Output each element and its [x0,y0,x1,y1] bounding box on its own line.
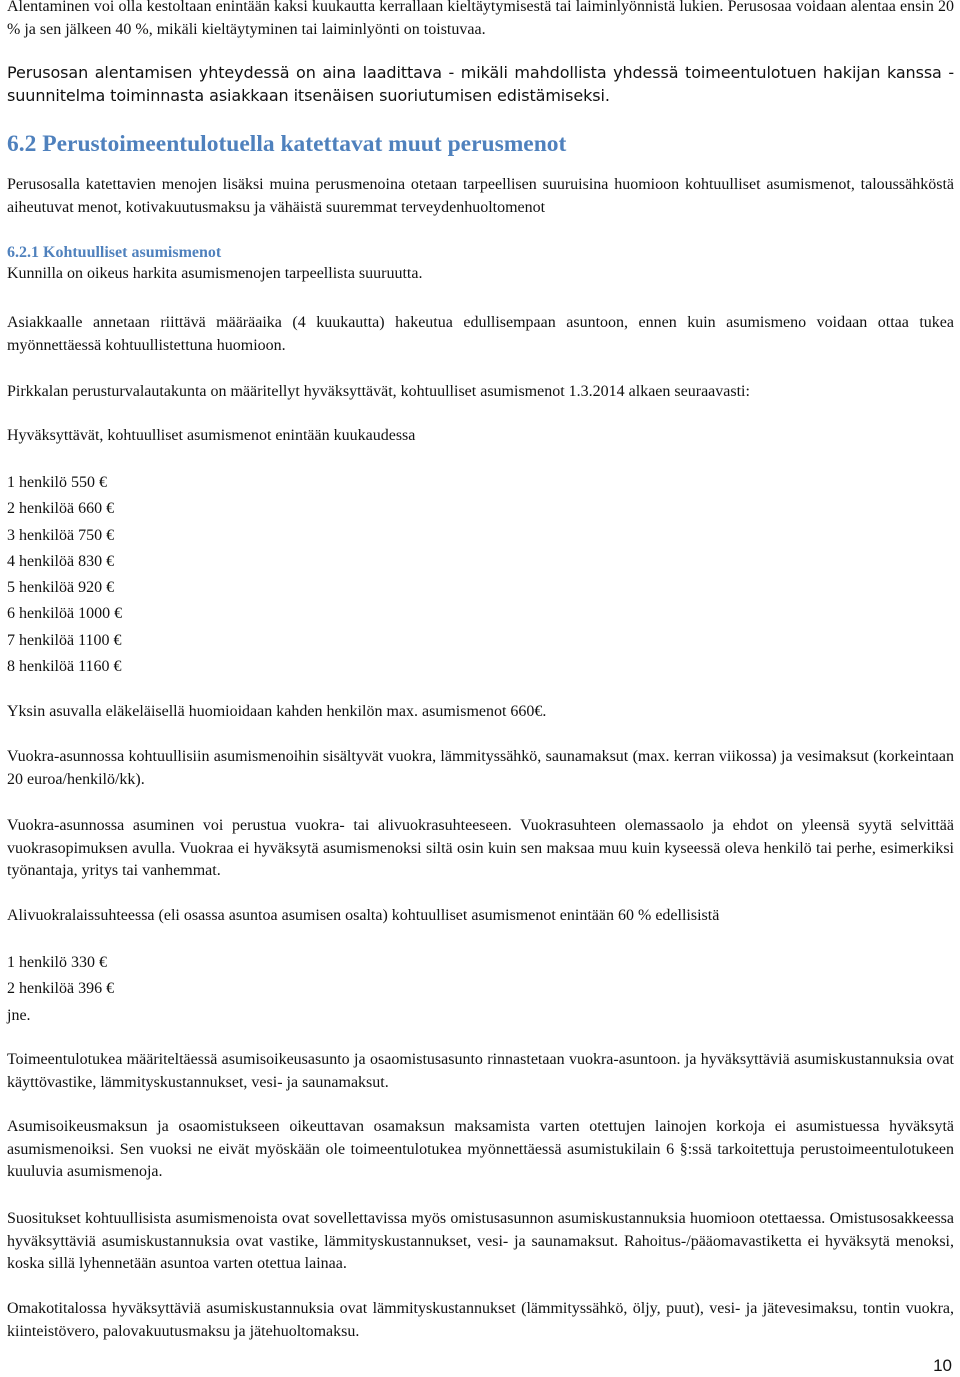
paragraph-reduction-duration: Alentaminen voi olla kestoltaan enintään kaksi kuukautta kerrallaan kieltäytymisestä tai laiminlyönnistä lukien. Perusosaa voidaan alentaa ensin 20 % ja sen jälkeen 40 %, mikäli kieltäytyminen tai laiminlyönti on toistuvaa. [7,0,954,38]
list-item: 5 henkilöä 920 € [7,579,115,597]
paragraph-detached-house: Omakotitalossa hyväksyttäviä asumiskustannuksia ovat lämmityskustannukset (lämmityssähkö, öljy, puut), vesi- ja jätevesimaksu, tontin vuokra, kiinteistövero, palovakuutusmaksu ja jätehuoltomaksu. [7,1300,954,1340]
paragraph-municipal-discretion: Kunnilla on oikeus harkita asumismenojen tarpeellista suuruutta. [7,265,423,282]
list-item: 2 henkilöä 396 € [7,980,115,998]
list-item: 3 henkilöä 750 € [7,526,115,544]
housing-cost-limit-list [7,470,122,680]
list-item: 1 henkilö 330 € [7,954,107,971]
paragraph-loan-interest: Asumisoikeusmaksun ja osaomistukseen oikeuttavan osamaksun maksamista varten otettujen lainojen korkoja ei asumistuessa hyväksytä asumismenoiksi. Sen vuoksi ne eivät myöskään ole toimeentulotukea myönnettäessä asumistukilain 6 §:ssä tarkoitettuja perustoimeentulotukeen kuuluvia asumismenoja. [7,1118,954,1180]
list-item: 4 henkilöä 830 € [7,552,115,570]
list-item: 7 henkilöä 1100 € [7,631,122,649]
paragraph-reduction-plan: Perusosan alentamisen yhteydessä on aina laadittava - mikäli mahdollista yhdessä toimeentulotuen hakijan kanssa - suunnitelma toiminnasta asiakkaan itsenäisen suoriutumisen edistämiseksi. [7,63,954,105]
paragraph-sublet: Alivuokralaissuhteessa (eli osassa asuntoa asumisen osalta) kohtuulliset asumismenot enintään 60 % edellisistä [7,907,720,924]
list-item: 2 henkilöä 660 € [7,500,115,518]
section-heading-6-2: 6.2 Perustoimeentulotuella katettavat muut perusmenot [7,131,567,157]
sublet-cost-limit-list [7,950,114,1029]
paragraph-pirkkala-decision: Pirkkalan perusturvalautakunta on määritellyt hyväksyttävät, kohtuulliset asumismenot 1.3.2014 alkaen seuraavasti: [7,383,750,400]
paragraph-other-basic-expenses: Perusosalla katettavien menojen lisäksi muina perusmenoina otetaan tarpeellisen suuruisina huomioon kohtuulliset asumismenot, taloussähköstä aiheutuvat menot, kotivakuutusmaksu ja vähäistä suuremmat terveydenhuoltomenot [7,176,954,216]
paragraph-rental-agreement: Vuokra-asunnossa asuminen voi perustua vuokra- tai alivuokrasuhteeseen. Vuokrasuhteen olemassaolo ja ehdot on yleensä syytä selvittää vuokrasopimuksen avulla. Vuokraa ei hyväksytä asumismenoksi siltä osin kuin sen maksaa muu kuin kyseessä oleva henkilö tai perhe, esimerkiksi työnantaja, yritys tai vanhemmat. [7,817,954,879]
list-item: 8 henkilöä 1160 € [7,658,122,676]
page-number: 10 [933,1356,952,1375]
paragraph-single-pensioner: Yksin asuvalla eläkeläisellä huomioidaan kahden henkilön max. asumismenot 660€. [7,703,547,720]
list-item: jne. [7,1006,31,1024]
list-item: 1 henkilö 550 € [7,474,107,491]
list-item: 6 henkilöä 1000 € [7,605,123,623]
paragraph-owner-occupied: Suositukset kohtuullisista asumismenoista ovat sovellettavissa myös omistusasunnon asumiskustannuksia huomioon otettaessa. Omistusosakkeessa hyväksyttäviä asumiskustannuksia ovat vastike, lämmityskustannukset, vesi- ja saunamaksut. Rahoitus-/pääomavastiketta ei hyväksytä menoksi, koska sillä lyhennetään asuntoa varten otettua lainaa. [7,1210,954,1272]
subsection-heading-6-2-1: 6.2.1 Kohtuulliset asumismenot [7,244,222,261]
paragraph-monthly-limits-intro: Hyväksyttävät, kohtuulliset asumismenot enintään kuukaudessa [7,427,416,444]
paragraph-rental-costs-included: Vuokra-asunnossa kohtuullisiin asumismenoihin sisältyvät vuokra, lämmityssähkö, saunamaksut (max. kerran viikossa) ja vesimaksut (korkeintaan 20 euroa/henkilö/kk). [7,748,954,788]
paragraph-deadline: Asiakkaalle annetaan riittävä määräaika (4 kuukautta) hakeutua edullisempaan asuntoon, ennen kuin asumismeno voidaan ottaa tukea myönnettäessä kohtuullistettuna huomioon. [7,314,954,354]
paragraph-right-of-occupancy: Toimeentulotukea määriteltäessä asumisoikeusasunto ja osaomistusasunto rinnastetaan vuokra-asuntoon. ja hyväksyttäviä asumiskustannuksia ovat käyttövastike, lämmityskustannukset, vesi- ja saunamaksut. [7,1051,954,1091]
